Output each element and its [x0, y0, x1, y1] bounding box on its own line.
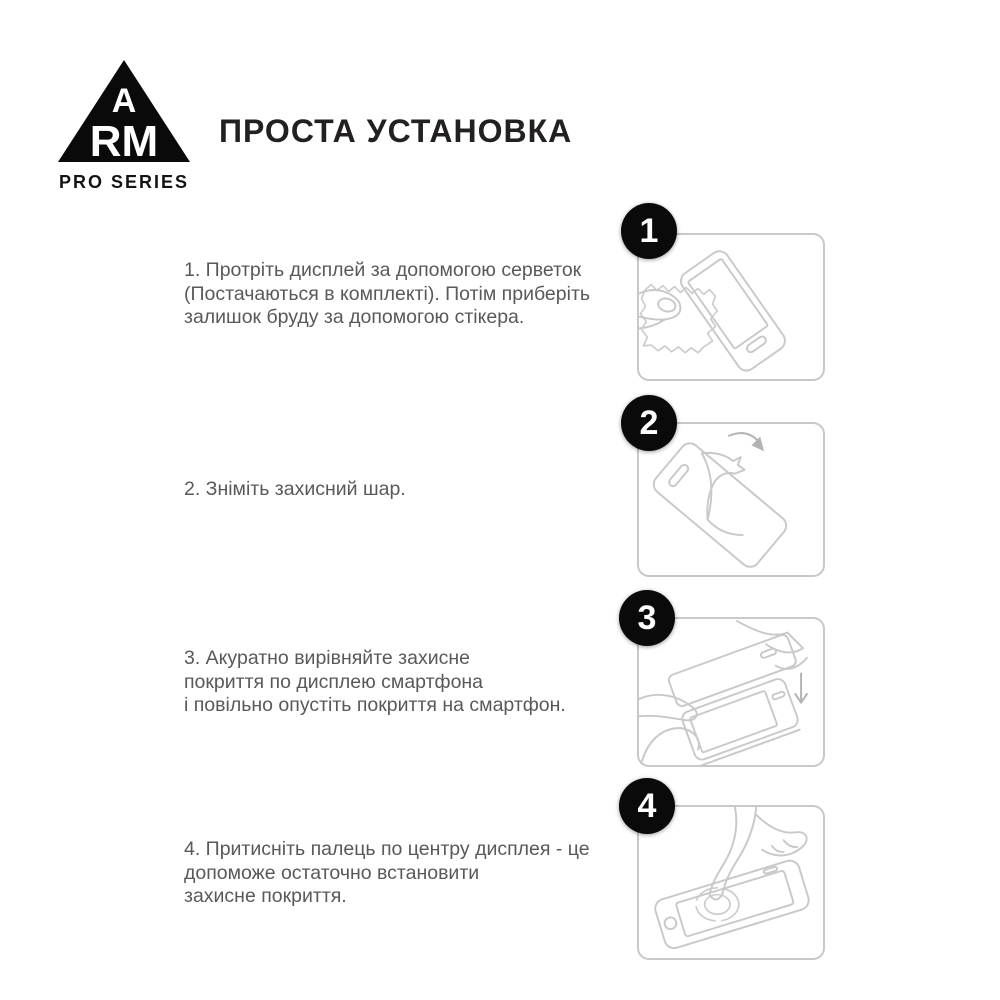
peel-layer-illustration-icon	[639, 424, 823, 575]
step-3-text	[184, 647, 566, 718]
arm-pro-series-logo	[52, 56, 196, 196]
press-center-illustration-icon	[639, 807, 823, 958]
logo-letter-rm: RM	[89, 117, 159, 166]
step-2-text	[184, 478, 406, 502]
logo-series-label: PRO SERIES	[58, 172, 190, 192]
step-4-illustration-frame	[637, 805, 825, 960]
step-text-line: залишок бруду за допомогою стікера.	[184, 306, 525, 328]
align-glass-illustration-icon	[639, 619, 823, 765]
step-text-line: 1. Протріть дисплей за допомогою серветок	[184, 259, 582, 281]
step-text-line: 2. Зніміть захисний шар.	[184, 478, 406, 500]
step-text-line: захисне покриття.	[184, 885, 347, 907]
wipe-display-illustration-icon	[639, 235, 823, 379]
step-4-text	[184, 838, 590, 909]
step-text-line: (Постачаються в комплекті). Потім приберіть	[184, 282, 591, 305]
step-text-line: допоможе остаточно встановити	[184, 861, 480, 884]
page-title: ПРОСТА УСТАНОВКА	[219, 113, 573, 149]
step-text-line: і повільно опустіть покриття на смартфон.	[184, 694, 566, 716]
step-1-badge	[621, 203, 677, 259]
step-2-badge	[621, 395, 677, 451]
step-number: 3	[637, 598, 657, 637]
step-number: 4	[637, 786, 657, 825]
arm-logo-icon	[52, 56, 196, 196]
step-number: 2	[639, 403, 659, 442]
step-3-illustration-frame	[637, 617, 825, 767]
logo-letter-a: A	[111, 82, 137, 120]
step-text-line: 4. Притисніть палець по центру дисплея - це	[184, 838, 590, 860]
step-text-line: покриття по дисплею смартфона	[184, 670, 484, 693]
step-3-badge	[619, 590, 675, 646]
step-1-text	[184, 259, 590, 330]
step-4-badge	[619, 778, 675, 834]
step-text-line: 3. Акуратно вирівняйте захисне	[184, 647, 470, 669]
step-1-illustration-frame	[637, 233, 825, 381]
step-number: 1	[639, 211, 659, 250]
